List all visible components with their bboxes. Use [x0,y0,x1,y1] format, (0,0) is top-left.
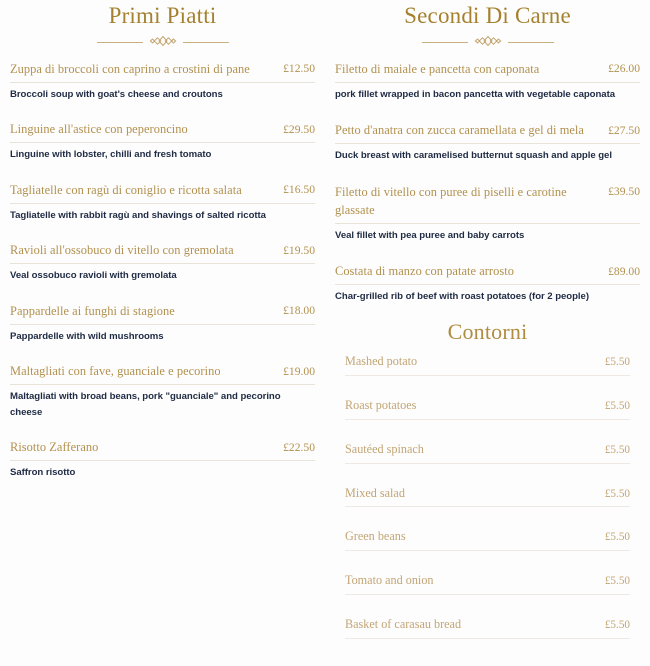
menu-item-name: Tagliatelle con ragù di coniglio e ricotta salata [10,182,242,197]
menu-item-price: £26.00 [608,62,640,76]
menu-item-head [10,439,315,457]
menu-item [335,120,640,164]
menu-item-price: £29.50 [283,122,315,136]
menu-item-description: Linguine with lobster, chilli and fresh tomato [10,149,212,161]
menu-item-name: Risotto Zafferano [10,440,99,455]
section-heading-contorni: Contorni [447,318,528,344]
menu-item-description: Maltagliati with broad beans, pork "guanciale" and pecorino cheese [10,391,281,418]
menu-item [335,261,640,305]
side-item-rule [345,419,630,420]
menu-item-name: Petto d'anatra con zucca caramellata e gel di mela [335,123,584,138]
menu-item-head [335,61,640,79]
menu-item-name: Maltagliati con fave, guanciale e pecorino [10,364,221,379]
list-item [335,527,640,551]
menu-item-name: Linguine all'astice con peperoncino [10,122,188,137]
side-item-rule [345,463,630,464]
side-item-head [345,615,630,634]
ornament-rule-left [97,42,143,43]
menu-item-name: Pappardelle ai funghi di stagione [10,303,175,318]
menu-item-head [10,303,315,321]
side-item-price: £5.50 [604,400,630,413]
menu-item-price: £89.00 [608,264,640,278]
side-item-name: Basket of carasau bread [345,617,462,632]
menu-item-head [10,121,315,139]
side-item-price: £5.50 [604,575,630,588]
menu-item-price: £22.50 [283,440,315,454]
side-item-head [345,440,630,459]
menu-item-description: Saffron risotto [10,467,76,479]
menu-item-head [10,363,315,381]
list-item [335,571,640,595]
side-item-price: £5.50 [604,531,630,544]
side-item-head [345,484,630,503]
diamond-flourish-icon [146,35,180,51]
menu-item [10,240,315,284]
menu-item-description: Tagliatelle with rabbit ragù and shavings of salted ricotta [10,209,266,221]
menu-item-description: Duck breast with caramelised butternut squash and apple gel [335,150,612,162]
side-item-head [345,396,630,415]
side-item-name: Green beans [345,529,406,544]
list-item [335,396,640,420]
side-item-head [345,352,630,371]
menu-item-name: Filetto di vitello con puree di piselli e carotine glassate [335,184,567,217]
list-item [335,615,640,639]
menu-item-description: Char-grilled rib of beef with roast potatoes (for 2 people) [335,291,589,303]
menu-item-description: Veal ossobuco ravioli with gremolata [10,270,177,282]
list-item [335,352,640,376]
side-item-name: Mashed potato [345,354,418,369]
section-heading-secondi-di-carne: Secondi Di Carne [404,3,571,28]
menu-item [335,182,640,244]
ornament-divider [10,34,315,52]
side-item-rule [345,506,630,507]
side-item-name: Tomato and onion [345,573,434,588]
menu-item-price: £19.00 [283,364,315,378]
menu-item [10,361,315,420]
menu-item-description: Broccoli soup with goat's cheese and croutons [10,88,223,100]
list-item [335,440,640,464]
side-item-price: £5.50 [604,443,630,456]
menu-item-price: £18.00 [283,304,315,318]
menu-item-head [335,184,640,220]
side-item-rule [345,638,630,639]
contorni-list [335,345,640,639]
menu-item-head [10,61,315,79]
menu-item-head [335,122,640,140]
menu-item-name: Ravioli all'ossobuco di vitello con gremolata [10,243,234,258]
side-item-price: £5.50 [604,356,630,369]
menu-item [335,59,640,103]
menu-item-price: £39.50 [608,185,640,199]
list-item [335,484,640,508]
side-item-name: Sautéed spinach [345,441,424,456]
menu-item-price: £19.50 [283,243,315,257]
menu-item-price: £16.50 [283,183,315,197]
side-item-price: £5.50 [604,487,630,500]
ornament-rule-right [508,42,554,43]
menu-item-name: Zuppa di broccoli con caprino a crostini di pane [10,61,250,76]
menu-item [10,59,315,103]
menu-item-price: £27.50 [608,123,640,137]
secondi-di-carne-column [325,0,650,666]
menu-item-description: Pappardelle with wild mushrooms [10,330,164,342]
menu-item [10,180,315,224]
side-item-rule [345,594,630,595]
menu-item-price: £12.50 [283,62,315,76]
side-item-name: Mixed salad [345,485,405,500]
side-item-name: Roast potatoes [345,398,417,413]
menu-item [10,437,315,481]
menu-item-name: Filetto di maiale e pancetta con caponata [335,61,540,76]
menu-item-name: Costata di manzo con patate arrosto [335,264,514,279]
menu-item [10,301,315,345]
section-heading-primi-piatti: Primi Piatti [108,3,217,28]
ornament-rule-right [183,42,229,43]
menu-item-head [10,182,315,200]
side-item-head [345,527,630,546]
menu-item-description: Veal fillet with pea puree and baby carrots [335,229,525,241]
side-item-rule [345,375,630,376]
menu-item-head [335,263,640,281]
side-item-price: £5.50 [604,619,630,632]
ornament-rule-left [422,42,468,43]
menu-item-description: pork fillet wrapped in bacon pancetta with vegetable caponata [335,88,616,100]
side-item-head [345,571,630,590]
diamond-flourish-icon [471,35,505,51]
menu-item-head [10,242,315,260]
ornament-divider [335,34,640,52]
menu-item [10,119,315,163]
side-item-rule [345,550,630,551]
